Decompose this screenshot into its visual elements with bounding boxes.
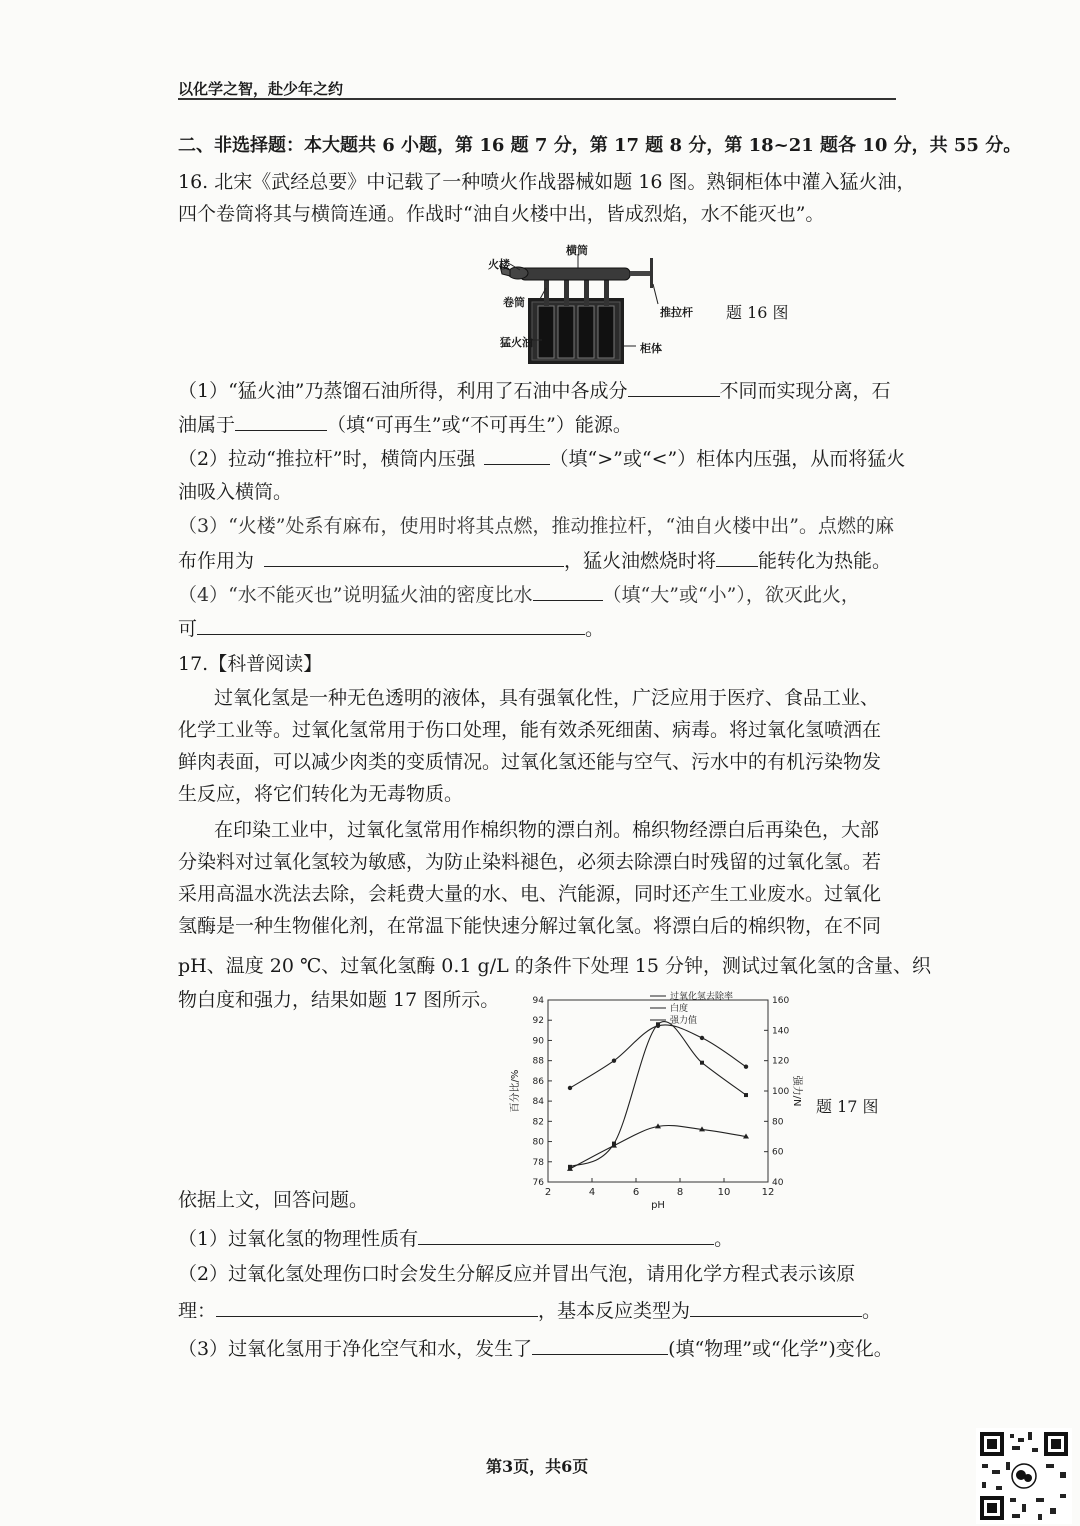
series-line-2 xyxy=(570,1125,746,1168)
label-hengtong: 横筒 xyxy=(566,244,588,257)
answer-blank[interactable] xyxy=(628,378,720,397)
y-left-tick-label: 92 xyxy=(532,1016,544,1027)
fig17-chart xyxy=(500,990,800,1220)
answer-blank[interactable] xyxy=(264,548,564,567)
header-divider xyxy=(178,98,896,100)
label-menghuoyou: 猛火油 xyxy=(500,336,533,349)
x-tick-label: 4 xyxy=(588,1187,596,1198)
data-point xyxy=(656,1024,660,1028)
x-tick-label: 12 xyxy=(761,1187,775,1198)
data-point xyxy=(612,1058,616,1062)
legend-label: 过氧化氢去除率 xyxy=(670,992,734,1002)
fig16-caption: 题 16 图 xyxy=(726,303,789,322)
answer-blank[interactable] xyxy=(690,1298,862,1317)
y-right-tick-label: 120 xyxy=(772,1056,790,1067)
horizontal-tube xyxy=(520,268,630,280)
answer-blank[interactable] xyxy=(533,582,603,601)
q17-para2-line: pH、温度 20 ℃、过氧化氢酶 0.1 g/L 的条件下处理 15 分钟，测试过氧化氢的含量、织 xyxy=(178,955,932,977)
qr-code xyxy=(976,1428,1072,1524)
label-juantong: 卷筒 xyxy=(503,296,525,309)
q17-para2-line: 物白度和强力，结果如题 17 图所示。 xyxy=(178,989,500,1011)
y-left-tick-label: 88 xyxy=(532,1056,544,1067)
y-right-tick-label: 60 xyxy=(772,1147,784,1158)
answer-blank[interactable] xyxy=(716,548,758,567)
q17-para1-line: 化学工业等。过氧化氢常用于伤口处理，能有效杀死细菌、病毒。将过氧化氢喷洒在 xyxy=(178,719,882,741)
q16-p4-line2: 可 。 xyxy=(178,618,605,640)
y-right-tick-label: 40 xyxy=(772,1178,784,1188)
y-left-tick-label: 84 xyxy=(532,1097,544,1108)
page-footer: 第3页，共6页 xyxy=(486,1457,589,1476)
answer-blank[interactable] xyxy=(418,1226,714,1245)
y-left-tick-label: 90 xyxy=(532,1036,544,1047)
y-right-tick-label: 100 xyxy=(772,1087,790,1097)
q16-p3-line1: （3）“火楼”处系有麻布，使用时将其点燃，推动推拉杆，“油自火楼中出”。点燃的麻 xyxy=(178,515,894,537)
label-tuilagan: 推拉杆 xyxy=(660,306,693,319)
page-header: 以化学之智，赴少年之约 xyxy=(178,80,344,98)
answer-blank[interactable] xyxy=(532,1336,668,1355)
q17-para1-line: 过氧化氢是一种无色透明的液体，具有强氧化性，广泛应用于医疗、食品工业、 xyxy=(214,687,880,709)
label-huolou: 火楼 xyxy=(488,258,510,271)
label-guiti: 柜体 xyxy=(640,342,662,355)
x-axis-label: pH xyxy=(651,1200,665,1211)
q17-para1-line: 鲜肉表面，可以减少肉类的变质情况。过氧化氢还能与空气、污水中的有机污染物发 xyxy=(178,751,882,773)
q16-p3-line2: 布作用为 ，猛火油燃烧时将 能转化为热能。 xyxy=(178,550,892,572)
y-left-tick-label: 76 xyxy=(532,1178,544,1188)
y-left-axis-label: 百分比/% xyxy=(510,1069,521,1113)
x-tick-label: 6 xyxy=(632,1187,640,1198)
legend-label: 白度 xyxy=(670,1004,689,1014)
series-line-1 xyxy=(570,1022,746,1167)
answer-blank[interactable] xyxy=(197,616,585,635)
answer-blank[interactable] xyxy=(216,1298,538,1317)
y-right-axis-label: 强力/N xyxy=(791,1075,802,1107)
x-tick-label: 2 xyxy=(544,1187,552,1198)
q17-para1-line: 生反应，将它们转化为无毒物质。 xyxy=(178,783,464,805)
q17-title: 17.【科普阅读】 xyxy=(178,653,323,675)
q17-ask: 依据上文，回答问题。 xyxy=(178,1189,369,1211)
section-title: 二、非选择题：本大题共 6 小题，第 16 题 7 分，第 17 题 8 分，第 18~21 题各 10 分，共 55 分。 xyxy=(178,135,1022,156)
answer-blank[interactable] xyxy=(484,446,550,465)
fig17-caption: 题 17 图 xyxy=(816,1097,879,1116)
q16-p1-line1: （1）“猛火油”乃蒸馏石油所得，利用了石油中各成分 不同而实现分离，石 xyxy=(178,380,891,402)
q17-a2-line1: （2）过氧化氢处理伤口时会发生分解反应并冒出气泡，请用化学方程式表示该原 xyxy=(178,1263,856,1285)
y-left-tick-label: 80 xyxy=(532,1137,544,1148)
q17-para2-line: 氢酶是一种生物催化剂，在常温下能快速分解过氧化氢。将漂白后的棉织物，在不同 xyxy=(178,915,882,937)
legend-label: 强力值 xyxy=(670,1016,698,1026)
y-left-tick-label: 82 xyxy=(532,1117,544,1128)
q16-line1: 16. 北宋《武经总要》中记载了一种喷火作战器械如题 16 图。熟铜柜体中灌入猛火油， xyxy=(178,171,916,193)
data-point xyxy=(744,1093,748,1097)
x-tick-label: 8 xyxy=(676,1187,684,1198)
y-left-tick-label: 78 xyxy=(532,1157,544,1168)
y-right-tick-label: 80 xyxy=(772,1117,784,1128)
series-line-3 xyxy=(570,1025,746,1088)
q16-p2-line1: （2）拉动“推拉杆”时，横筒内压强 （填“>”或“<”）柜体内压强，从而将猛火 xyxy=(178,448,906,470)
q16-p2-line2: 油吸入横筒。 xyxy=(178,481,293,503)
data-point xyxy=(700,1036,704,1040)
q17-para2-line: 在印染工业中，过氧化氢常用作棉织物的漂白剂。棉织物经漂白后再染色，大部 xyxy=(214,819,880,841)
x-tick-label: 10 xyxy=(717,1187,731,1198)
y-left-tick-label: 94 xyxy=(532,996,544,1006)
y-left-tick-label: 86 xyxy=(532,1076,544,1087)
y-right-tick-label: 160 xyxy=(772,996,790,1006)
data-point xyxy=(568,1086,572,1090)
q16-p4-line1: （4）“水不能灭也”说明猛火油的密度比水 （填“大”或“小”），欲灭此火， xyxy=(178,584,860,606)
y-right-tick-label: 140 xyxy=(772,1026,790,1037)
q17-para2-line: 采用高温水洗法去除，会耗费大量的水、电、汽能源，同时还产生工业废水。过氧化 xyxy=(178,883,882,905)
q17-a2-line2: 理： ，基本反应类型为 。 xyxy=(178,1300,882,1322)
q17-a1: （1）过氧化氢的物理性质有 。 xyxy=(178,1228,734,1250)
answer-blank[interactable] xyxy=(235,412,327,431)
data-point xyxy=(700,1061,704,1065)
q16-line2: 四个卷筒将其与横筒连通。作战时“油自火楼中出，皆成烈焰，水不能灭也”。 xyxy=(178,203,825,225)
q17-a3: （3）过氧化氢用于净化空气和水，发生了 (填“物理”或“化学”)变化。 xyxy=(178,1338,893,1360)
q17-para2-line: 分染料对过氧化氢较为敏感，为防止染料褪色，必须去除漂白时残留的过氧化氢。若 xyxy=(178,851,882,873)
q16-p1-line2: 油属于 （填“可再生”或“不可再生”）能源。 xyxy=(178,414,632,436)
data-point xyxy=(744,1065,748,1069)
